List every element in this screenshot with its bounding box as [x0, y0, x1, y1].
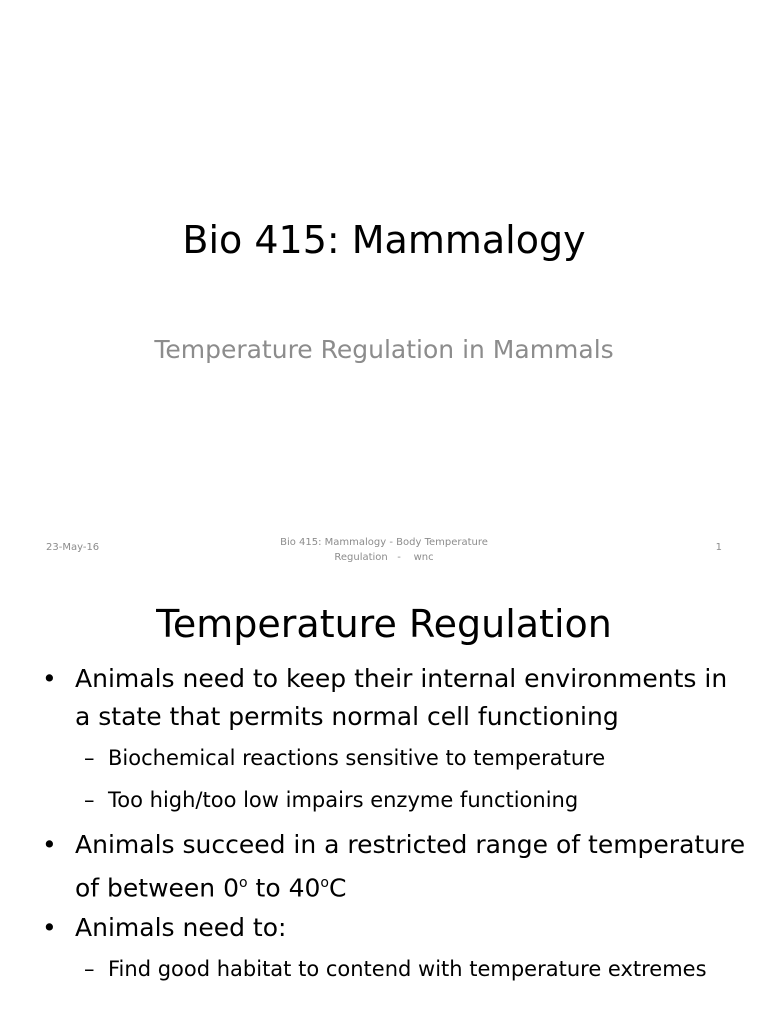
- slide-title: Temperature Regulation: [156, 602, 612, 646]
- bullet-item: [0, 826, 768, 907]
- bullet-text: to 40: [247, 873, 321, 903]
- degree-superscript: o: [320, 875, 329, 891]
- footer-caption-line2: Regulation - wnc: [334, 552, 434, 563]
- sub-bullet-item: – Too high/too low impairs enzyme functioning: [0, 784, 768, 816]
- bullet-text: Animals succeed in a restricted range of temperature of between 0: [75, 830, 746, 903]
- sub-bullet-item: – Biochemical reactions sensitive to temperature: [0, 742, 768, 774]
- degree-superscript: o: [239, 875, 248, 891]
- slide-subtitle: Temperature Regulation in Mammals: [154, 335, 614, 364]
- footer-caption: [254, 535, 514, 565]
- bullet-list: [0, 660, 768, 995]
- footer-page-number: 1: [715, 542, 722, 553]
- sub-bullet-item: – Find good habitat to contend with temperature extremes: [0, 953, 768, 985]
- footer-caption-line1: Bio 415: Mammalogy - Body Temperature: [280, 537, 488, 548]
- slide-title: Bio 415: Mammalogy: [182, 218, 586, 262]
- footer-date: 23-May-16: [46, 542, 100, 553]
- slide-2: [0, 576, 768, 1024]
- bullet-item: • Animals need to:: [0, 909, 768, 947]
- bullet-text: C: [328, 873, 347, 903]
- bullet-item: • Animals need to keep their internal environments in a state that permits normal cell functioning: [0, 660, 768, 736]
